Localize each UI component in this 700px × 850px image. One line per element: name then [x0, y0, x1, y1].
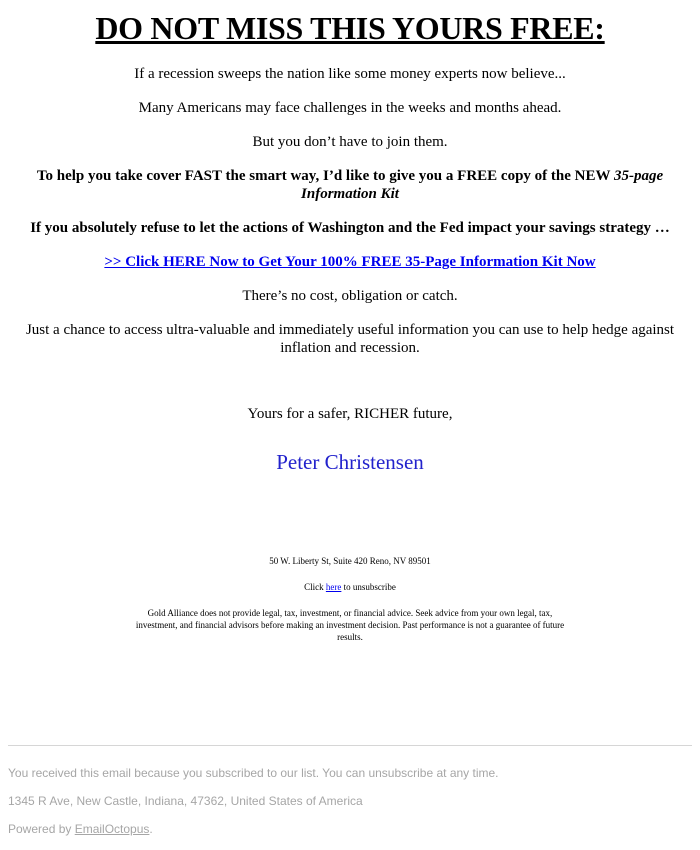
powered-prefix: Powered by — [8, 822, 75, 836]
unsubscribe-line — [8, 581, 692, 593]
unsubscribe-link[interactable]: here — [325, 582, 342, 592]
paragraph-join: But you don’t have to join them. — [252, 134, 448, 150]
footer-powered — [8, 822, 692, 837]
offer-kit-title: 35-page Information Kit — [301, 168, 664, 202]
headline: DO NOT MISS THIS YOURS FREE: — [95, 10, 605, 46]
paragraph-refuse: If you absolutely refuse to let the actions of Washington and the Fed impact your savings strategy … — [30, 220, 670, 236]
sender-address: 50 W. Liberty St, Suite 420 Reno, NV 89501 — [269, 556, 431, 566]
paragraph-recession: If a recession sweeps the nation like some money experts now believe... — [134, 66, 566, 82]
emailoctopus-link[interactable]: EmailOctopus — [74, 822, 150, 836]
paragraph-offer — [8, 167, 692, 203]
footer-address: 1345 R Ave, New Castle, Indiana, 47362, United States of America — [8, 794, 363, 808]
paragraph-chance: Just a chance to access ultra-valuable and immediately useful information you can use to help hedge against inflation and recession. — [25, 322, 675, 356]
footer-divider — [8, 745, 692, 746]
closing-line: Yours for a safer, RICHER future, — [247, 406, 453, 422]
offer-text: To help you take cover FAST the smart way, I’d like to give you a FREE copy of the NEW — [36, 168, 614, 184]
signature: Peter Christensen — [276, 450, 424, 474]
email-body — [8, 10, 692, 643]
cta-paragraph — [8, 253, 692, 271]
paragraph-challenges: Many Americans may face challenges in the weeks and months ahead. — [138, 100, 562, 116]
disclaimer: Gold Alliance does not provide legal, tax, investment, or financial advice. Seek advice from your own legal, tax, investment, and financial advisors before making an investment decision. Past performance is not a guarantee of future results. — [135, 608, 565, 642]
paragraph-no-cost: There’s no cost, obligation or catch. — [242, 288, 458, 304]
unsubscribe-prefix: Click — [304, 582, 326, 592]
footer-notice: You received this email because you subscribed to our list. You can unsubscribe at any time. — [8, 766, 499, 780]
cta-link[interactable]: >> Click HERE Now to Get Your 100% FREE 35-Page Information Kit Now — [104, 254, 596, 270]
powered-suffix: . — [149, 822, 153, 836]
unsubscribe-suffix: to unsubscribe — [341, 582, 396, 592]
